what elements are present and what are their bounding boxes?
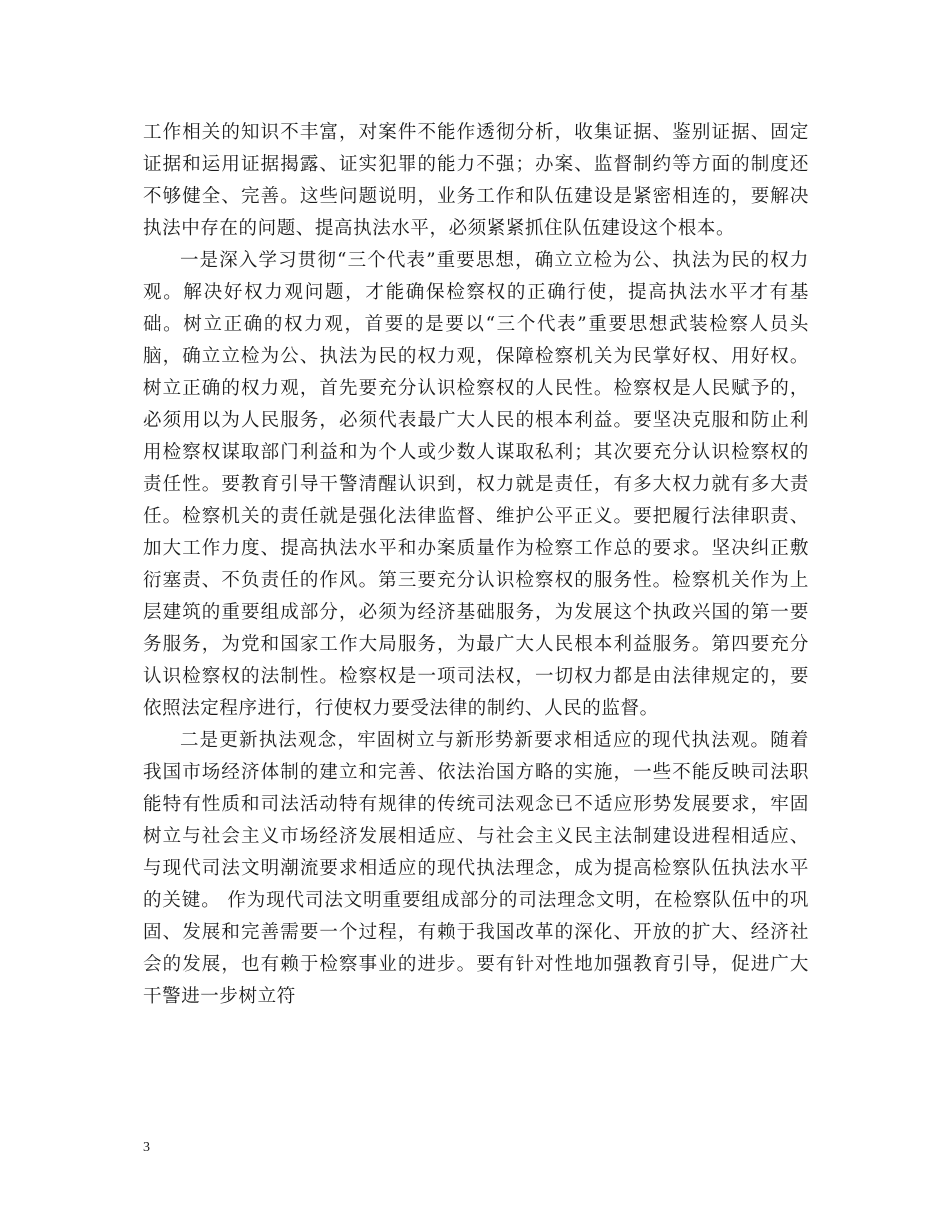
paragraph-power-view: 一是深入学习贯彻“三个代表”重要思想，确立立检为公、执法为民的权力观。解决好权力观问题，才能确保检察权的正确行使，提高执法水平才有基础。树立正确的权力观，首要的是要以“三个代表”重要思想武装检察人员头脑，确立立检为公、执法为民的权力观，保障检察机关为民掌好权、用好权。 树立正确的权力观，首先要充分认识检察权的人民性。检察权是人民赋予的，必须用以为人民服务，必须代表最广大人民的根本利益。要坚决克服和防止利用检察权谋取部门利益和为个人或少数人谋取私利；其次要充分认识检察权的责任性。要教育引导干警清醒认识到，权力就是责任，有多大权力就有多大责任。检察机关的责任就是强化法律监督、维护公平正义。要把履行法律职责、加大工作力度、提高执法水平和办案质量作为检察工作总的要求。坚决纠正敷衍塞责、不负责任的作风。第三要充分认识检察权的服务性。检察机关作为上层建筑的重要组成部分，必须为经济基础服务，为发展这个执政兴国的第一要务服务，为党和国家工作大局服务，为最广大人民根本利益服务。第四要充分认识检察权的法制性。检察权是一项司法权，一切权力都是由法律规定的，要依照法定程序进行，行使权力要受法律的制约、人民的监督。 [143,250,809,719]
paragraph-law-enforcement-concept: 二是更新执法观念，牢固树立与新形势新要求相适应的现代执法观。随着我国市场经济体制的建立和完善、依法治国方略的实施，一些不能反映司法职能特有性质和司法活动特有规律的传统司法观念已不适应形势发展要求，牢固树立与社会主义市场经济发展相适应、与社会主义民主法制建设进程相适应、与现代司法文明潮流要求相适应的现代执法理念，成为提高检察队伍执法水平的关键。 作为现代司法文明重要组成部分的司法理念文明，在检察队伍中的巩固、发展和完善需要一个过程，有赖于我国改革的深化、开放的扩大、经济社会的发展，也有赖于检察事业的进步。要有针对性地加强教育引导，促进广大干警进一步树立符 [143,730,809,1007]
document-body [143,117,809,1013]
page-number: 3 [143,1140,150,1155]
paragraph-continuation: 工作相关的知识不丰富，对案件不能作透彻分析，收集证据、鉴别证据、固定证据和运用证据揭露、证实犯罪的能力不强；办案、监督制约等方面的制度还不够健全、完善。这些问题说明，业务工作和队伍建设是紧密相连的，要解决执法中存在的问题、提高执法水平，必须紧紧抓住队伍建设这个根本。 [143,122,809,239]
